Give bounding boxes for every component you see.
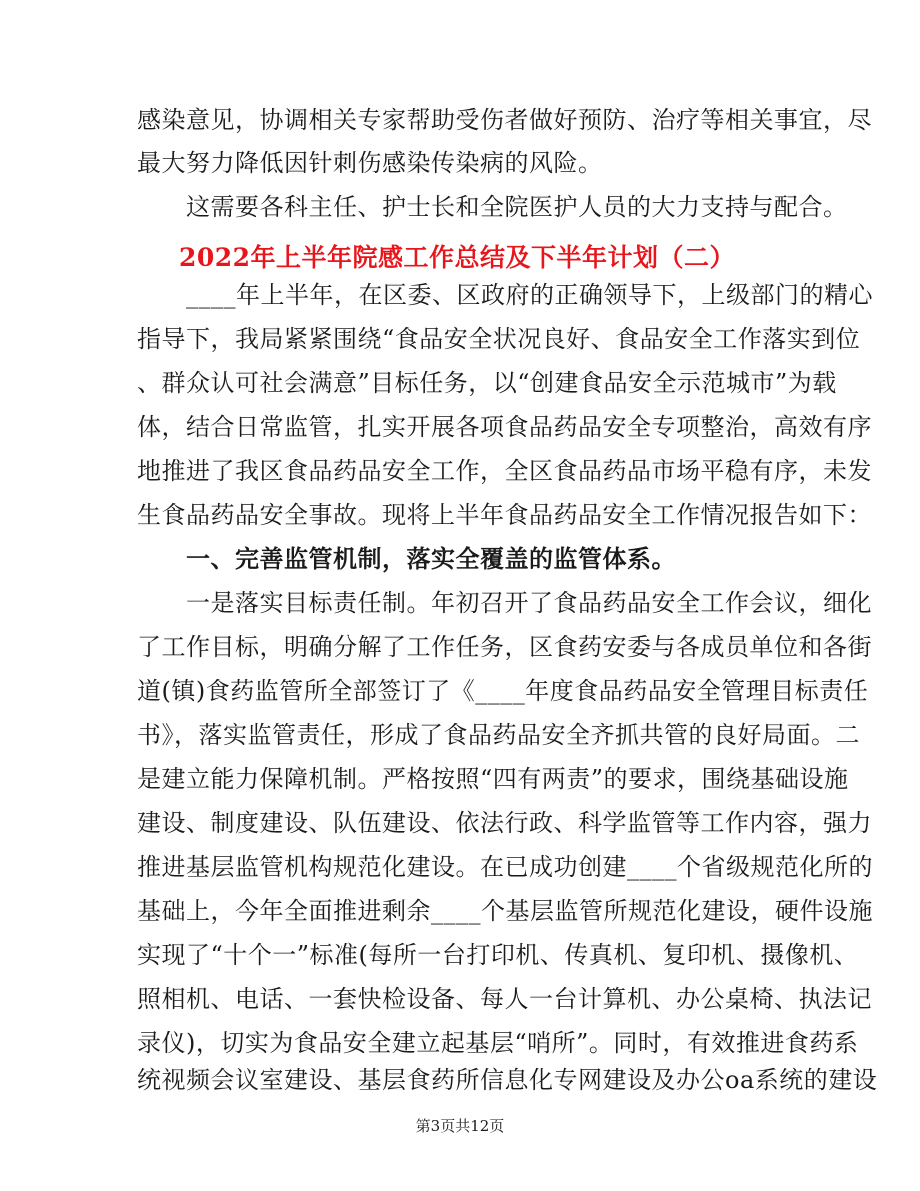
body-line: 基础上，今年全面推进剩余____个基层监管所规范化建设，硬件设施 (137, 897, 873, 925)
body-line: 建设、制度建设、队伍建设、依法行政、科学监管等工作内容，强力 (137, 809, 872, 837)
body-line: 统视频会议室建设、基层食药所信息化专网建设及办公oa系统的建设 (137, 1066, 878, 1094)
body-line: 这需要各科主任、护士长和全院医护人员的大力支持与配合。 (137, 193, 848, 221)
body-line: 了工作目标，明确分解了工作任务，区食药安委与各成员单位和各街 (137, 633, 872, 661)
body-line: 推进基层监管机构规范化建设。在已成功创建____个省级规范化所的 (137, 853, 873, 881)
page-number-footer: 第3页共12页 (415, 1117, 505, 1135)
body-line: ____年上半年，在区委、区政府的正确领导下，上级部门的精心 (137, 281, 873, 309)
body-line: 感染意见，协调相关专家帮助受伤者做好预防、治疗等相关事宜，尽 (137, 106, 872, 134)
section-heading: 2022年上半年院感工作总结及下半年计划（二） (178, 243, 736, 272)
body-line: 地推进了我区食品药品安全工作，全区食品药品市场平稳有序，未发 (137, 457, 872, 485)
body-line: 指导下，我局紧紧围绕“食品安全状况良好、食品安全工作落实到位 (137, 325, 861, 353)
body-line: 体，结合日常监管，扎实开展各项食品药品安全专项整治，高效有序 (137, 413, 872, 441)
body-line: 道(镇)食药监管所全部签订了《____年度食品药品安全管理目标责任 (137, 677, 869, 705)
body-line: 实现了“十个一”标准(每所一台打印机、传真机、复印机、摄像机、 (137, 941, 859, 969)
body-line: 最大努力降低因针刺伤感染传染病的风险。 (137, 149, 603, 177)
body-line: 是建立能力保障机制。严格按照“四有两责”的要求，围绕基础设施 (137, 765, 849, 793)
body-line: 一是落实目标责任制。年初召开了食品药品安全工作会议，细化 (137, 589, 872, 617)
subsection-heading: 一、完善监管机制，落实全覆盖的监管体系。 (137, 544, 676, 573)
body-line: 录仪)，切实为食品安全建立起基层“哨所”。同时，有效推进食药系 (137, 1029, 859, 1057)
body-line: 照相机、电话、一套快检设备、每人一台计算机、办公桌椅、执法记 (137, 985, 872, 1013)
body-line: 生食品药品安全事故。现将上半年食品药品安全工作情况报告如下： (137, 501, 872, 529)
body-line: 书》，落实监管责任，形成了食品药品安全齐抓共管的良好局面。二 (137, 721, 860, 749)
body-line: 、群众认可社会满意”目标任务，以“创建食品安全示范城市”为载 (137, 369, 837, 397)
